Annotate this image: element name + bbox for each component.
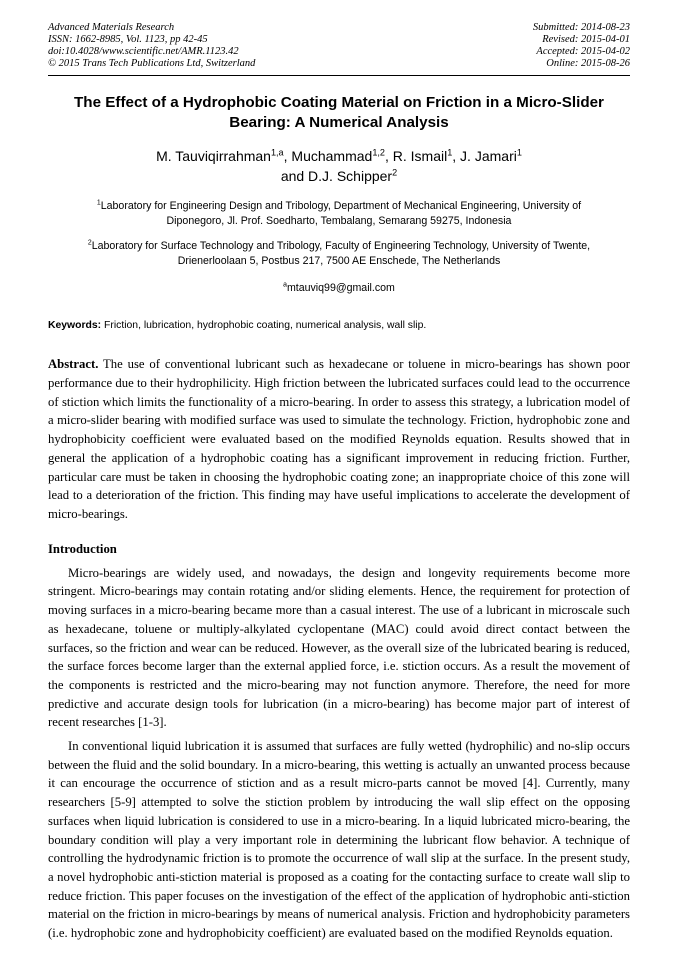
keywords-block xyxy=(48,319,630,333)
introduction-paragraph-1: Micro-bearings are widely used, and nowadays, the design and longevity requirements become more stringent. Micro-bearings may contain rotating and/or sliding elements. Hence, the requirement for protection of moving surfaces in a micro-bearing became more than a casual interest. The use of a lubricant in microscale such as hexadecane, toluene or multiply-alkylated cyclopentane (MAC) could avoid direct contact between the surfaces, so the friction and wear can be reduced. However, as the overall size of the lubricated bearing is reduced, the surface forces become larger than the external applied force, i.e. stiction occurs. As a result the movement of the components is restricted and the micro-bearing may not function anymore. Therefore, the need for more predictive and accurate design tools for lubrication (in a micro-bearing) has become major part of interest of recent researches [1-3]. xyxy=(48,565,630,730)
keywords-label: Keywords: xyxy=(48,320,102,332)
affiliation-1 xyxy=(86,199,592,228)
journal-header-left xyxy=(48,22,255,70)
journal-doi: doi:10.4028/www.scientific.net/AMR.1123.42 xyxy=(48,46,239,58)
affiliation-text: Laboratory for Surface Technology and Tribology, Faculty of Engineering Technology, University of Twente, Drienerloolaan 5, Postbus 217, 7500 AE Enschede, The Netherlands xyxy=(91,240,591,267)
affiliation-text: Laboratory for Engineering Design and Tribology, Department of Mechanical Engineering, University of Diponegoro, Jl. Prof. Soedharto, Tembalang, Semarang 59275, Indonesia xyxy=(100,200,582,227)
email-marker: a xyxy=(283,281,287,289)
author-affiliation-marker: 2 xyxy=(392,167,398,178)
keywords-text: Friction, lubrication, hydrophobic coating, numerical analysis, wall slip. xyxy=(101,320,427,332)
journal-issn-volume: ISSN: 1662-8985, Vol. 1123, pp 42-45 xyxy=(48,34,208,46)
affiliation-2 xyxy=(86,239,592,268)
author-name: , Muchammad xyxy=(283,148,373,165)
author-affiliation-marker: 1 xyxy=(516,147,522,158)
corresponding-email xyxy=(48,281,630,295)
revised-date: Revised: 2015-04-01 xyxy=(542,34,630,46)
page-title: The Effect of a Hydrophobic Coating Material on Friction in a Micro-Slider Bearing: A Numerical Analysis xyxy=(74,94,604,131)
author-affiliation-marker: 1,2 xyxy=(372,147,385,158)
author-line-1 xyxy=(78,146,600,166)
email-address: mtauviq99@gmail.com xyxy=(286,282,395,295)
author-affiliation-marker: 1,a xyxy=(270,147,284,158)
journal-name: Advanced Materials Research xyxy=(48,22,175,33)
accepted-date: Accepted: 2015-04-02 xyxy=(536,46,630,58)
author-name: , J. Jamari xyxy=(452,148,517,165)
affiliation-marker: 1 xyxy=(96,199,101,207)
author-list xyxy=(78,146,600,186)
online-date: Online: 2015-08-26 xyxy=(546,58,630,70)
journal-header xyxy=(48,22,630,70)
abstract-label: Abstract. xyxy=(48,357,99,372)
author-line-2 xyxy=(78,166,600,186)
introduction-paragraph-2: In conventional liquid lubrication it is assumed that surfaces are fully wetted (hydrophilic) and no-slip occurs between the fluid and the solid boundary. In a micro-bearing, this wetting is actually an unwanted process because it can encourage the occurrence of stiction and as a result micro-parts cannot be moved [4]. Currently, many researchers [5-9] attempted to solve the stiction problem by introducing the wall slip effect on the opposing surfaces when liquid lubrication is considered to use in a micro-bearing. In a liquid lubricated micro-bearing, the boundary condition will play a very important role in determining the lubricant flow behavior. A technique of controlling the hydrodynamic friction is to promote the occurrence of wall slip at the surface. In the present study, a novel hydrophobic anti-stiction material is proposed as a coating for the contacting surface to create wall slip to reduce friction. This paper focuses on the investigation of the effect of the application of hydrophobic anti-stiction material on the friction in micro-bearings by means of numerical analysis. Friction and hydrophobicity parameters (i.e. hydrophobic zone and hydrophobicity coefficient) are evaluated based on the modified Reynolds equation. xyxy=(48,739,630,941)
affiliation-marker: 2 xyxy=(87,239,92,247)
author-affiliation-marker: 1 xyxy=(447,147,453,158)
author-name: , R. Ismail xyxy=(384,148,448,165)
author-name: M. Tauviqirrahman xyxy=(156,148,271,165)
journal-copyright: © 2015 Trans Tech Publications Ltd, Switzerland xyxy=(48,58,256,70)
submitted-date: Submitted: 2014-08-23 xyxy=(532,22,630,33)
section-heading-introduction: Introduction xyxy=(48,541,117,556)
abstract-text: The use of conventional lubricant such as hexadecane or toluene in micro-bearings has shown poor performance due to their hydrophilicity. High friction between the lubricated surfaces could lead to the occurrence of stiction which limits the functionality of a micro-bearing. In order to assess this strategy, a lubrication model of a micro-slider bearing with modified surface was used to simulate the technology. Friction, hydrophobic zone and hydrophobicity coefficient were evaluated based on the modified Reynolds equation. Results showed that in general the application of a hydrophobic coating has a significant improvement in reducing friction. Further, particular care must be taken in choosing the hydrophobic coating zone; an inappropriate choice of this zone will lead to a deterioration of the friction. This finding may have useful implications to accelerate the development of micro-bearings. xyxy=(48,357,630,521)
author-name: and D.J. Schipper xyxy=(280,168,393,185)
abstract-block xyxy=(48,355,630,523)
journal-header-right xyxy=(533,22,630,70)
header-divider xyxy=(48,75,630,76)
